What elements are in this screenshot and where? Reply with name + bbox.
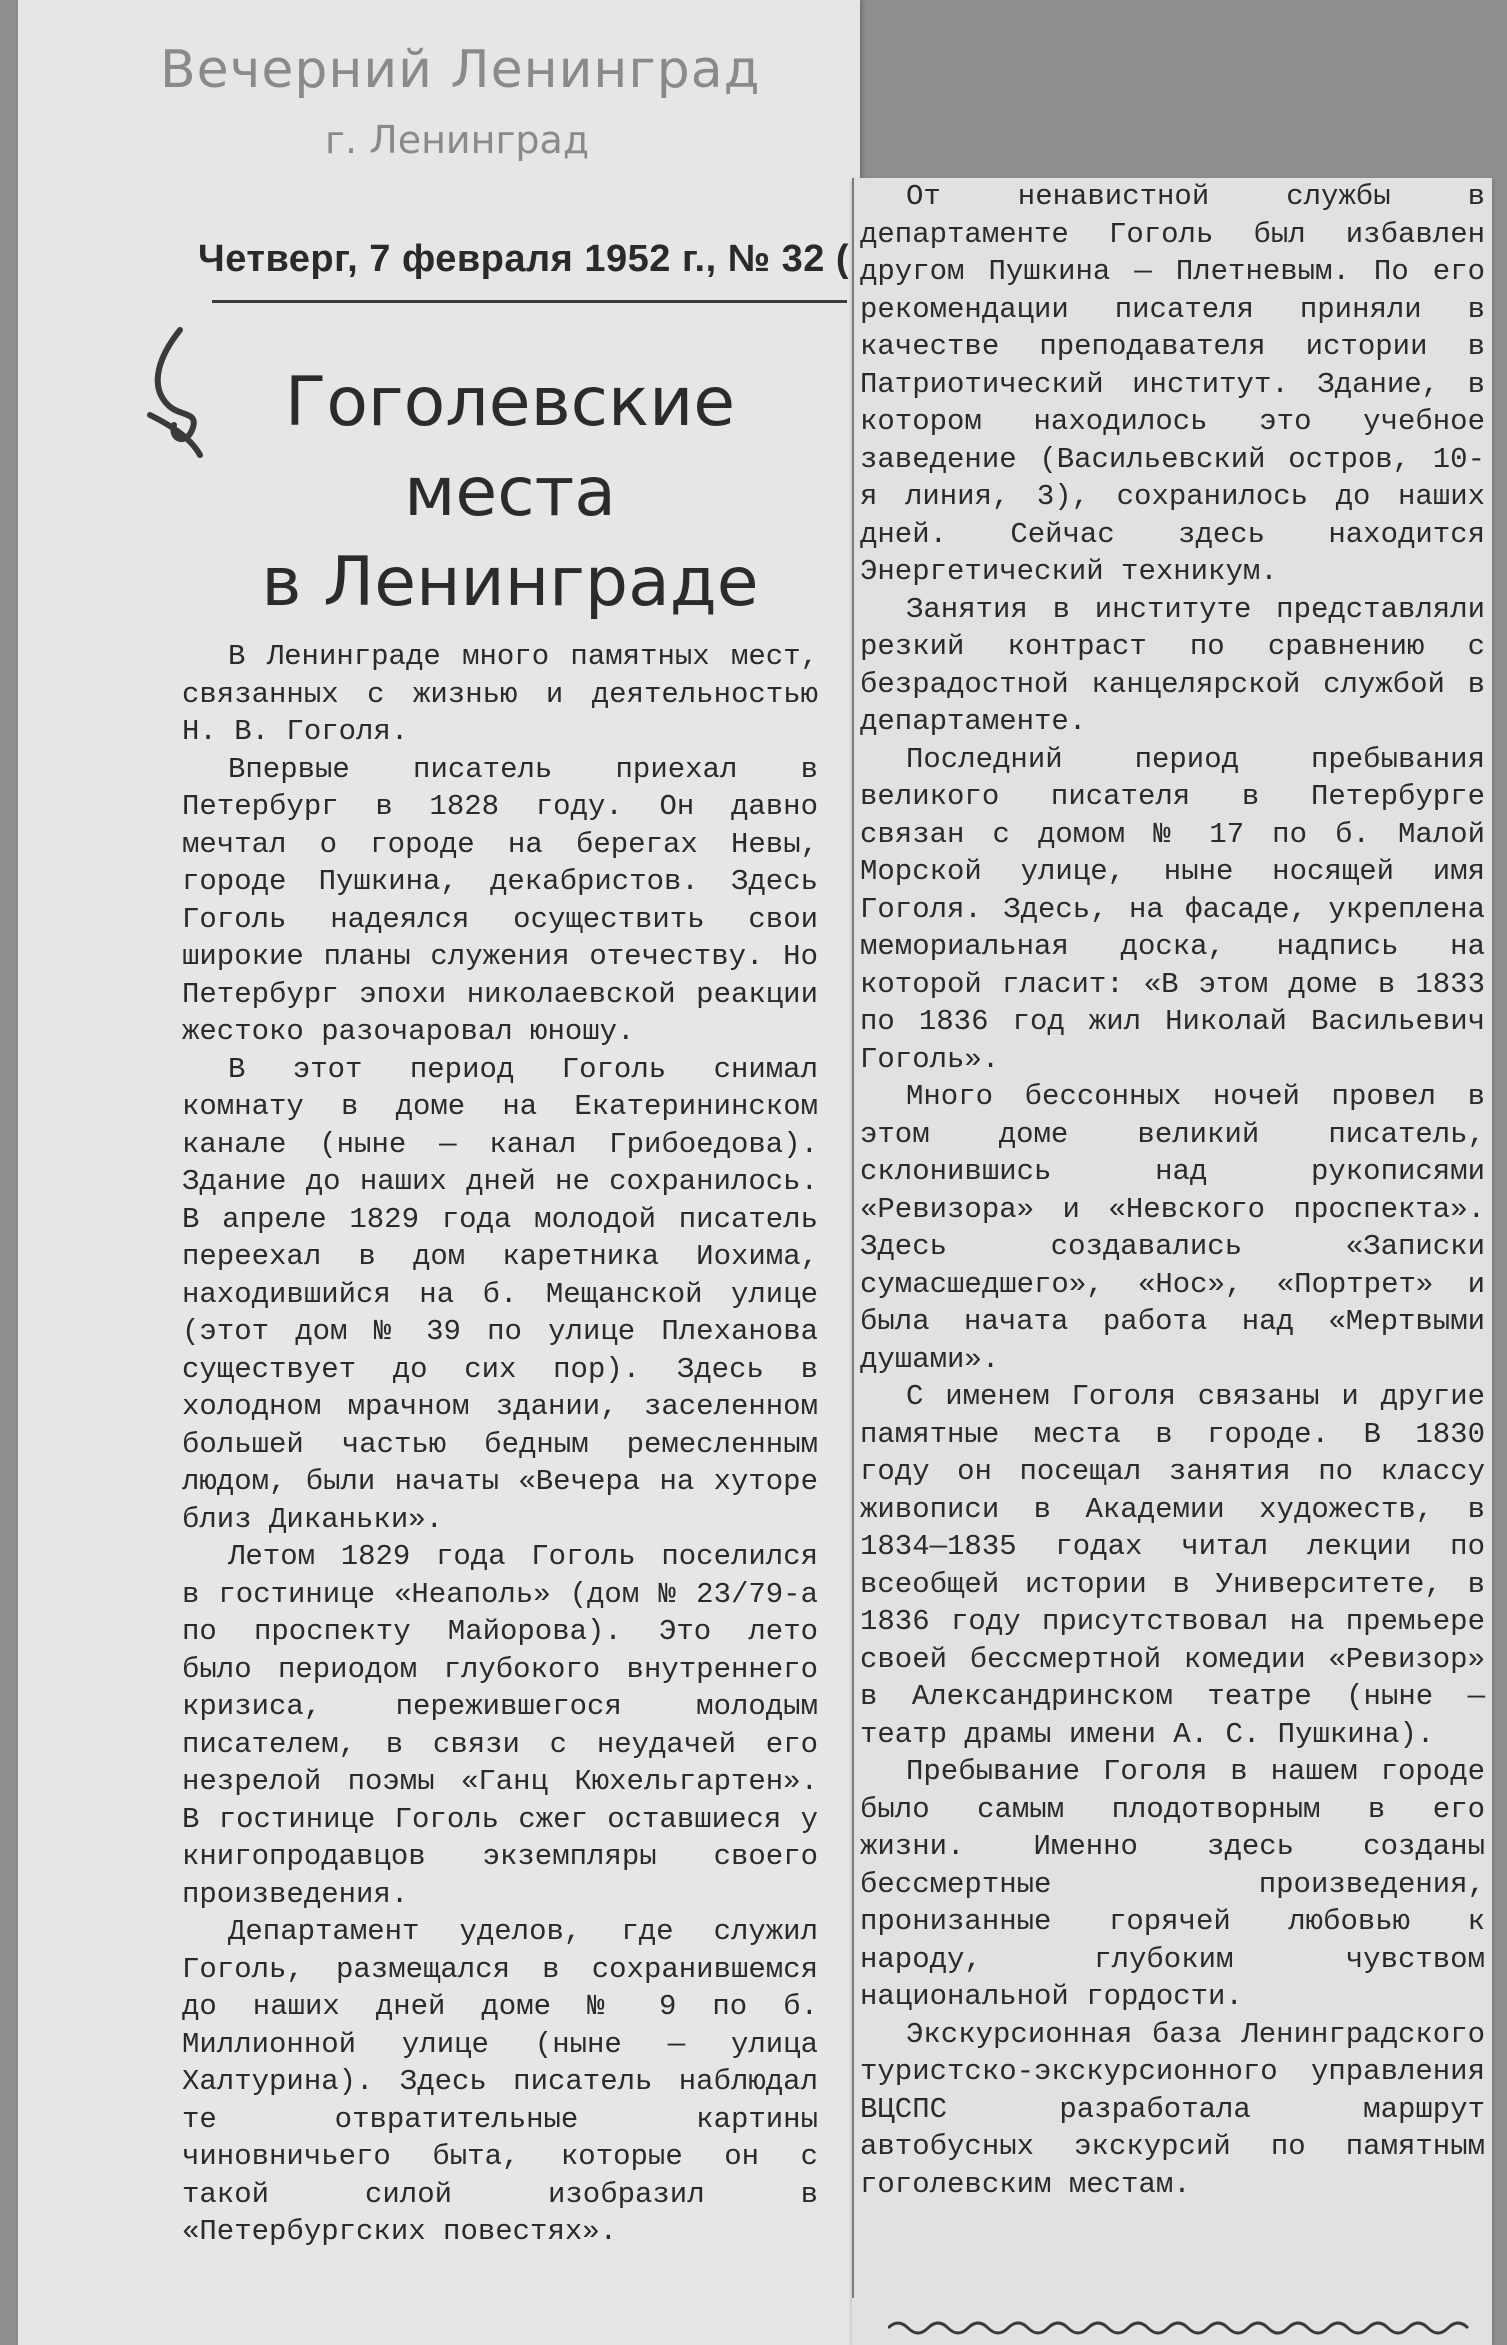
- wavy-rule-icon: [888, 2318, 1478, 2338]
- paragraph: От ненавистной службы в департаменте Гоголь был избавлен другом Пушкина — Плетневым. По его рекомендации писателя приняли в качестве преподавателя истории в Патриотический институт. Здание, в котором находилось это учебное заведение (Васильевский остров, 10-я линия, 3), сохранилось до наших дней. Сейчас здесь находится Энергетический техникум.: [860, 180, 1485, 588]
- paragraph: В этот период Гоголь снимал комнату в доме на Екатерининском канале (ныне — канал Грибоедова). Здание до наших дней не сохранилось. В апреле 1829 года молодой писатель переехал в дом каретника Иохима, находившийся на б. Мещанской улице (этот дом № 39 по улице Плеханова существует до сих пор). Здесь в холодном мрачном здании, заселенном большей частью бедным ремесленным людом, были начаты «Вечера на хуторе близ Диканьки».: [182, 1052, 818, 1536]
- paragraph: Департамент уделов, где служил Гоголь, размещался в сохранившемся до наших дней доме № 9 по б. Миллионной улице (ныне — улица Халтурина). Здесь писатель наблюдал те отвратительные картины чиновничьего быта, которые он с такой силой изобразил в «Петербургских повестях».: [182, 1915, 818, 2248]
- dateline-rule: [212, 300, 847, 303]
- paragraph: В Ленинграде много памятных мест, связанных с жизнью и деятельностью Н. В. Гоголя.: [182, 640, 818, 748]
- paragraph: Пребывание Гоголя в нашем городе было самым плодотворным в его жизни. Именно здесь созданы бессмертные произведения, пронизанные горячей любовью к народу, глубоким чувством национальной гордости.: [860, 1755, 1485, 2013]
- masthead-stamp: Вечерний Ленинград: [160, 40, 761, 100]
- article-headline: [205, 358, 815, 628]
- article-column-left: [182, 638, 818, 2251]
- article-column-right: [860, 178, 1485, 2203]
- dateline: Четверг, 7 февраля 1952 г., № 32 (: [198, 238, 850, 280]
- paragraph: Экскурсионная база Ленинградского туристско-экскурсионного управления ВЦСПС разработала маршрут автобусных экскурсий по памятным гоголевским местам.: [860, 2017, 1485, 2201]
- paragraph: Летом 1829 года Гоголь поселился в гостинице «Неаполь» (дом № 23/79-а по проспекту Майорова). Это лето было периодом глубокого внутреннего кризиса, пережившегося молодым писателем, в связи с неудачей его незрелой поэмы «Ганц Кюхельгартен». В гостинице Гоголь сжег оставшиеся у книгопродавцов экземпляры своего произведения.: [182, 1540, 818, 1911]
- paragraph: Последний период пребывания великого писателя в Петербурге связан с домом № 17 по б. Малой Морской улице, ныне носящей имя Гоголя. Здесь, на фасаде, укреплена мемориальная доска, надпись на которой гласит: «В этом доме в 1833 по 1836 год жил Николай Васильевич Гоголь».: [860, 742, 1485, 1076]
- headline-line-1: Гоголевские: [284, 363, 736, 442]
- paragraph: Занятия в институте представляли резкий контраст по сравнению с безрадостной канцелярской службой в департаменте.: [860, 592, 1485, 738]
- masthead-city-stamp: г. Ленинград: [325, 118, 590, 162]
- paragraph: Много бессонных ночей провел в этом доме великий писатель, склонившись над рукописями «Ревизора» и «Невского проспекта». Здесь создавались «Записки сумасшедшего», «Нос», «Портрет» и была начата работа над «Мертвыми душами».: [860, 1080, 1485, 1376]
- paragraph: С именем Гоголя связаны и другие памятные места в городе. В 1830 году он посещал занятия по классу живописи в Академии художеств, в 1834—1835 годах читал лекции по всеобщей истории в Университете, в 1836 году присутствовал на премьере своей бессмертной комедии «Ревизор» в Александринском театре (ныне — театр драмы имени А. С. Пушкина).: [860, 1380, 1485, 1751]
- headline-line-2: места: [404, 453, 616, 532]
- column-divider: [852, 178, 854, 2298]
- headline-line-3: в Ленинграде: [261, 543, 759, 622]
- paragraph: Впервые писатель приехал в Петербург в 1828 году. Он давно мечтал о городе на берегах Невы, городе Пушкина, декабристов. Здесь Гоголь надеялся осуществить свои широкие планы служения отечеству. Но Петербург эпохи николаевской реакции жестоко разочаровал юношу.: [182, 752, 818, 1048]
